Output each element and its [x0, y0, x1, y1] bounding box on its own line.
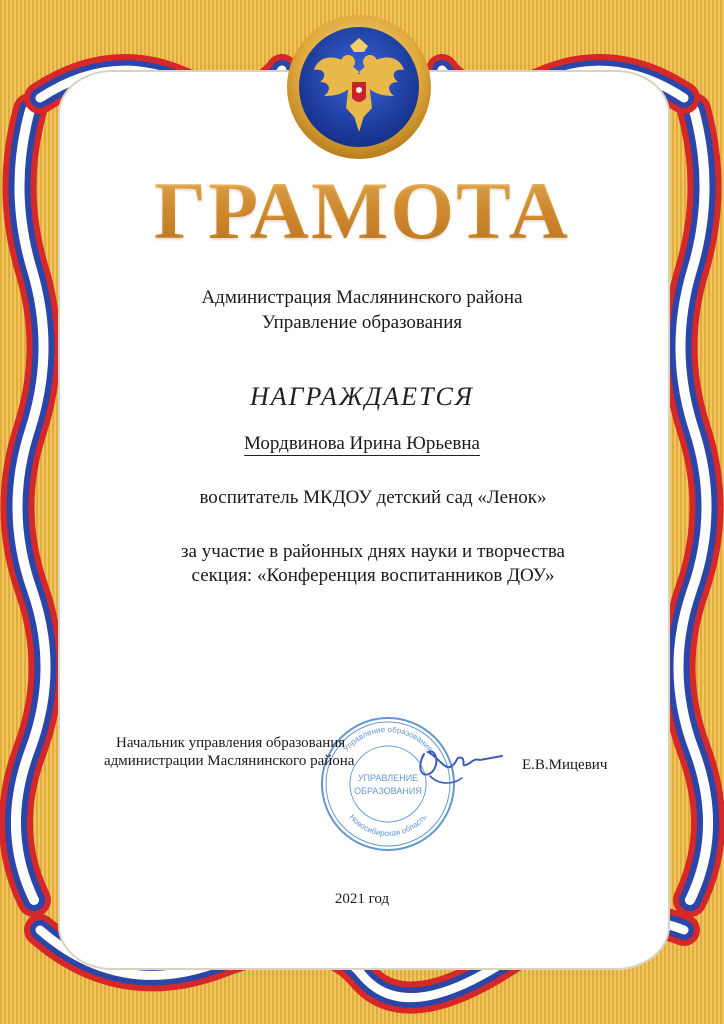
issuer-organization: Администрация Маслянинского района — [201, 287, 523, 308]
award-reason-line-1: за участие в районных днях науки и творчества — [181, 541, 565, 562]
signer-title-line-2: администрации Маслянинского района — [104, 753, 355, 769]
document-title: ГРАМОТА — [0, 166, 724, 256]
stamp-text-center-2: ОБРАЗОВАНИЯ — [354, 786, 422, 796]
stamp-text-center-1: УПРАВЛЕНИЕ — [357, 773, 419, 783]
recipient-name: Мордвинова Ирина Юрьевна — [244, 433, 480, 454]
issuer-department: Управление образования — [261, 312, 463, 333]
svg-text:Новосибирская область — [347, 813, 428, 838]
stamp-text-bottom: Новосибирская область — [347, 812, 429, 839]
russian-coat-of-arms-icon — [284, 12, 434, 162]
handwritten-signature — [410, 734, 506, 790]
stamp-text-top: Управление образования — [341, 724, 435, 754]
recipient-position: воспитатель МКДОУ детский сад «Ленок» — [199, 487, 547, 508]
signer-name: Е.В.Мицевич — [522, 757, 608, 773]
awarded-heading: НАГРАЖДАЕТСЯ — [250, 382, 474, 411]
signer-title-line-1: Начальник управления образования — [116, 735, 346, 751]
issue-year: 2021 год — [334, 891, 390, 907]
award-reason-line-2: секция: «Конференция воспитанников ДОУ» — [191, 565, 555, 586]
recipient-name-line — [0, 432, 724, 456]
